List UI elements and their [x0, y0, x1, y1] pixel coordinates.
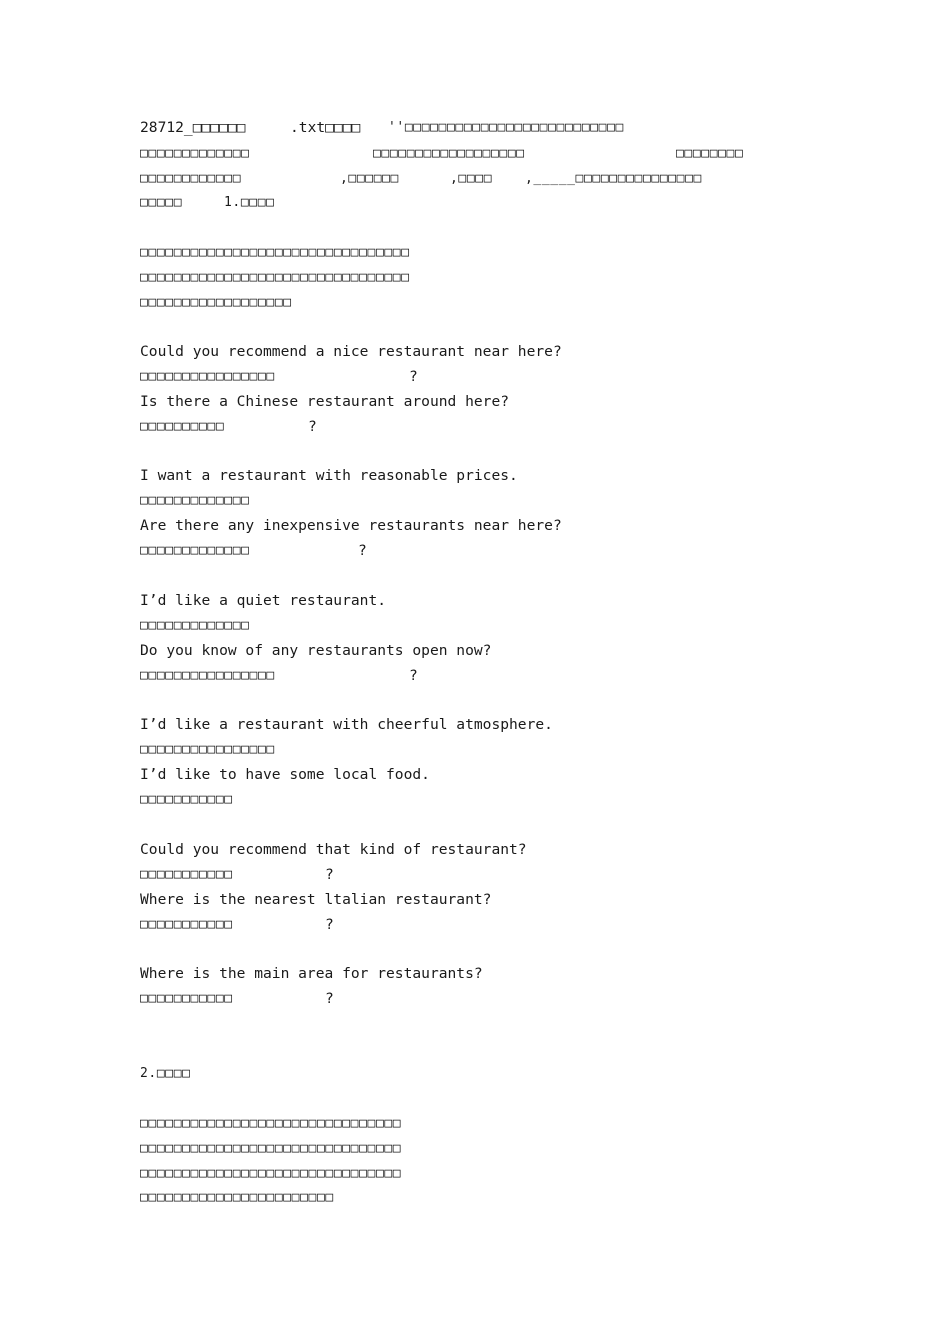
english-phrase: I want a restaurant with reasonable prices.: [140, 467, 518, 484]
paragraph-line: □□□□□□□□□□□□□□□□□□: [140, 295, 292, 310]
chinese-translation: □□□□□□□□□□□: [140, 792, 233, 807]
section-heading: 2.□□□□: [140, 1066, 191, 1081]
chinese-translation: □□□□□□□□□□□: [140, 867, 233, 882]
english-phrase: Do you know of any restaurants open now?: [140, 642, 492, 659]
paragraph-line: □□□□□□□□□□□□□□□□□□□□□□□□□□□□□□□□: [140, 270, 410, 285]
question-mark: ?: [308, 418, 317, 435]
section-heading: 1.□□□□: [224, 195, 275, 210]
header-text: □□□□□□□□□□□□: [140, 171, 242, 186]
chinese-translation: □□□□□□□□□□□: [140, 917, 233, 932]
paragraph-line: □□□□□□□□□□□□□□□□□□□□□□□□□□□□□□□: [140, 1166, 402, 1181]
header-text: ''□□□□□□□□□□□□□□□□□□□□□□□□□□: [388, 120, 624, 135]
header-text: ,□□□□: [450, 171, 493, 186]
english-phrase: I’d like a restaurant with cheerful atmosphere.: [140, 716, 553, 733]
chinese-translation: □□□□□□□□□□□□□: [140, 543, 250, 558]
paragraph-line: □□□□□□□□□□□□□□□□□□□□□□□□□□□□□□□□: [140, 245, 410, 260]
chinese-translation: □□□□□□□□□□□□□□□□: [140, 742, 275, 757]
header-text: □□□□□□□□□□□□□□□□□□: [373, 146, 525, 161]
header-filename: 28712_□□□□□□: [140, 119, 246, 136]
header-text: □□□□□: [140, 195, 183, 210]
header-text: ,□□□□□□: [340, 171, 399, 186]
question-mark: ?: [409, 368, 418, 385]
chinese-translation: □□□□□□□□□□□□□□□□: [140, 369, 275, 384]
question-mark: ?: [409, 667, 418, 684]
paragraph-line: □□□□□□□□□□□□□□□□□□□□□□□□□□□□□□□: [140, 1141, 402, 1156]
english-phrase: Could you recommend a nice restaurant near here?: [140, 343, 562, 360]
header-text: ,_____□□□□□□□□□□□□□□□: [525, 171, 702, 186]
paragraph-line: □□□□□□□□□□□□□□□□□□□□□□□□□□□□□□□: [140, 1116, 402, 1131]
question-mark: ?: [325, 990, 334, 1007]
english-phrase: Are there any inexpensive restaurants near here?: [140, 517, 562, 534]
english-phrase: Where is the nearest ltalian restaurant?: [140, 891, 492, 908]
chinese-translation: □□□□□□□□□□□□□: [140, 493, 250, 508]
header-text: □□□□□□□□: [676, 146, 744, 161]
chinese-translation: □□□□□□□□□□□□□: [140, 618, 250, 633]
question-mark: ?: [325, 916, 334, 933]
chinese-translation: □□□□□□□□□□□: [140, 991, 233, 1006]
question-mark: ?: [358, 542, 367, 559]
paragraph-line: □□□□□□□□□□□□□□□□□□□□□□□: [140, 1190, 334, 1205]
english-phrase: Could you recommend that kind of restaurant?: [140, 841, 527, 858]
english-phrase: Is there a Chinese restaurant around here?: [140, 393, 510, 410]
header-extension: .txt□□□□: [290, 119, 361, 136]
chinese-translation: □□□□□□□□□□: [140, 419, 225, 434]
english-phrase: I’d like to have some local food.: [140, 766, 430, 783]
english-phrase: I’d like a quiet restaurant.: [140, 592, 387, 609]
header-text: □□□□□□□□□□□□□: [140, 146, 250, 161]
english-phrase: Where is the main area for restaurants?: [140, 965, 483, 982]
question-mark: ?: [325, 866, 334, 883]
chinese-translation: □□□□□□□□□□□□□□□□: [140, 668, 275, 683]
